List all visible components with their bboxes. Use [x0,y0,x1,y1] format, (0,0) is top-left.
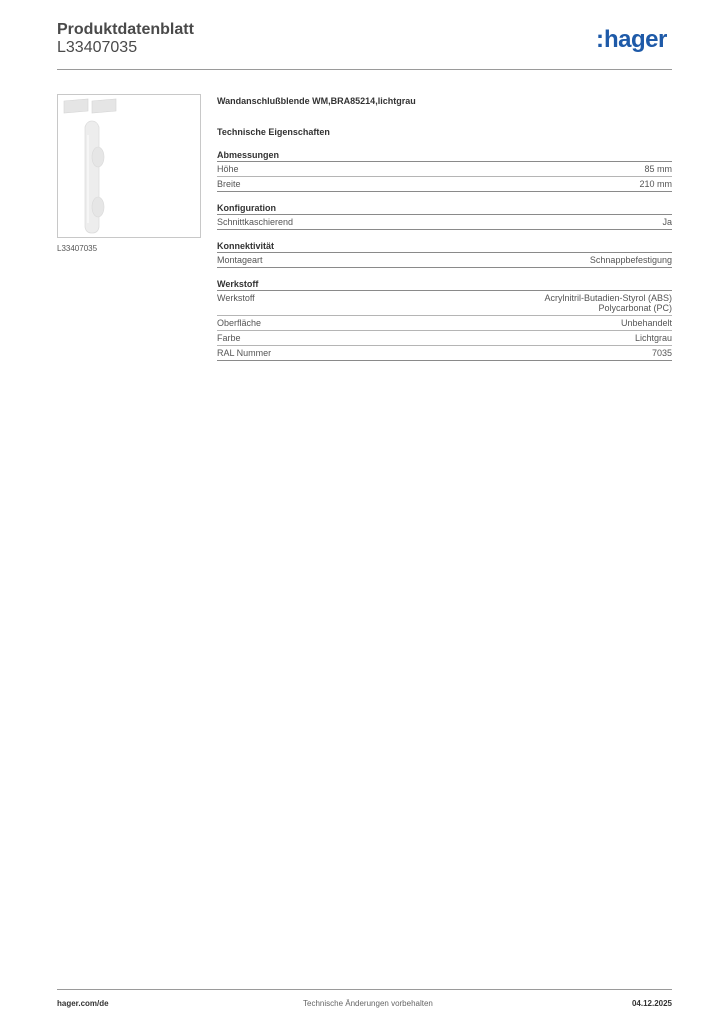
spec-value: Lichtgrau [634,333,672,343]
spec-area [217,96,672,361]
spec-label: Oberfläche [217,318,262,328]
section-werkstoff [217,276,672,361]
section-abmessungen [217,147,672,192]
footer-disclaimer: Technische Änderungen vorbehalten [303,999,433,1008]
spec-label: Höhe [217,164,239,174]
footer-website-link[interactable]: hager.com/de [57,999,109,1008]
section-konfiguration [217,200,672,230]
product-image [57,94,201,238]
spec-value: 7035 [651,348,672,358]
product-illustration [58,95,200,237]
spec-row [217,215,672,230]
spec-row [217,177,672,192]
section-title: Werkstoff [217,276,672,291]
spec-value: Schnappbefestigung [589,255,672,265]
product-code: L33407035 [57,39,138,56]
spec-label: Farbe [217,333,241,343]
header-divider [57,69,672,70]
spec-row [217,331,672,346]
spec-label: Breite [217,179,241,189]
footer-divider [57,989,672,990]
product-name: Wandanschlußblende WM,BRA85214,lichtgrau [217,96,416,106]
spec-value: Unbehandelt [620,318,672,328]
spec-value-line: Acrylnitril-Butadien-Styrol (ABS) [544,293,672,303]
spec-row [217,291,672,316]
image-caption: L33407035 [57,244,98,253]
spec-row [217,316,672,331]
spec-label: Montageart [217,255,263,265]
section-title: Konnektivität [217,238,672,253]
section-title: Abmessungen [217,147,672,162]
spec-row [217,162,672,177]
spec-row [217,253,672,268]
logo-text: hager [604,26,667,53]
logo-dots: : [596,26,604,53]
spec-value: 210 mm [639,179,672,189]
spec-value [544,293,672,313]
section-title: Konfiguration [217,200,672,215]
spec-label: RAL Nummer [217,348,272,358]
spec-label: Werkstoff [217,293,255,303]
spec-label: Schnittkaschierend [217,217,294,227]
tech-properties-title: Technische Eigenschaften [217,127,330,137]
spec-value: Ja [662,217,672,227]
spec-value: 85 mm [644,164,672,174]
spec-value-line: Polycarbonat (PC) [598,303,672,313]
spec-row [217,346,672,361]
hager-logo [596,28,667,52]
footer-date: 04.12.2025 [631,999,672,1008]
page-title: Produktdatenblatt [57,21,194,38]
section-konnektivitaet [217,238,672,268]
